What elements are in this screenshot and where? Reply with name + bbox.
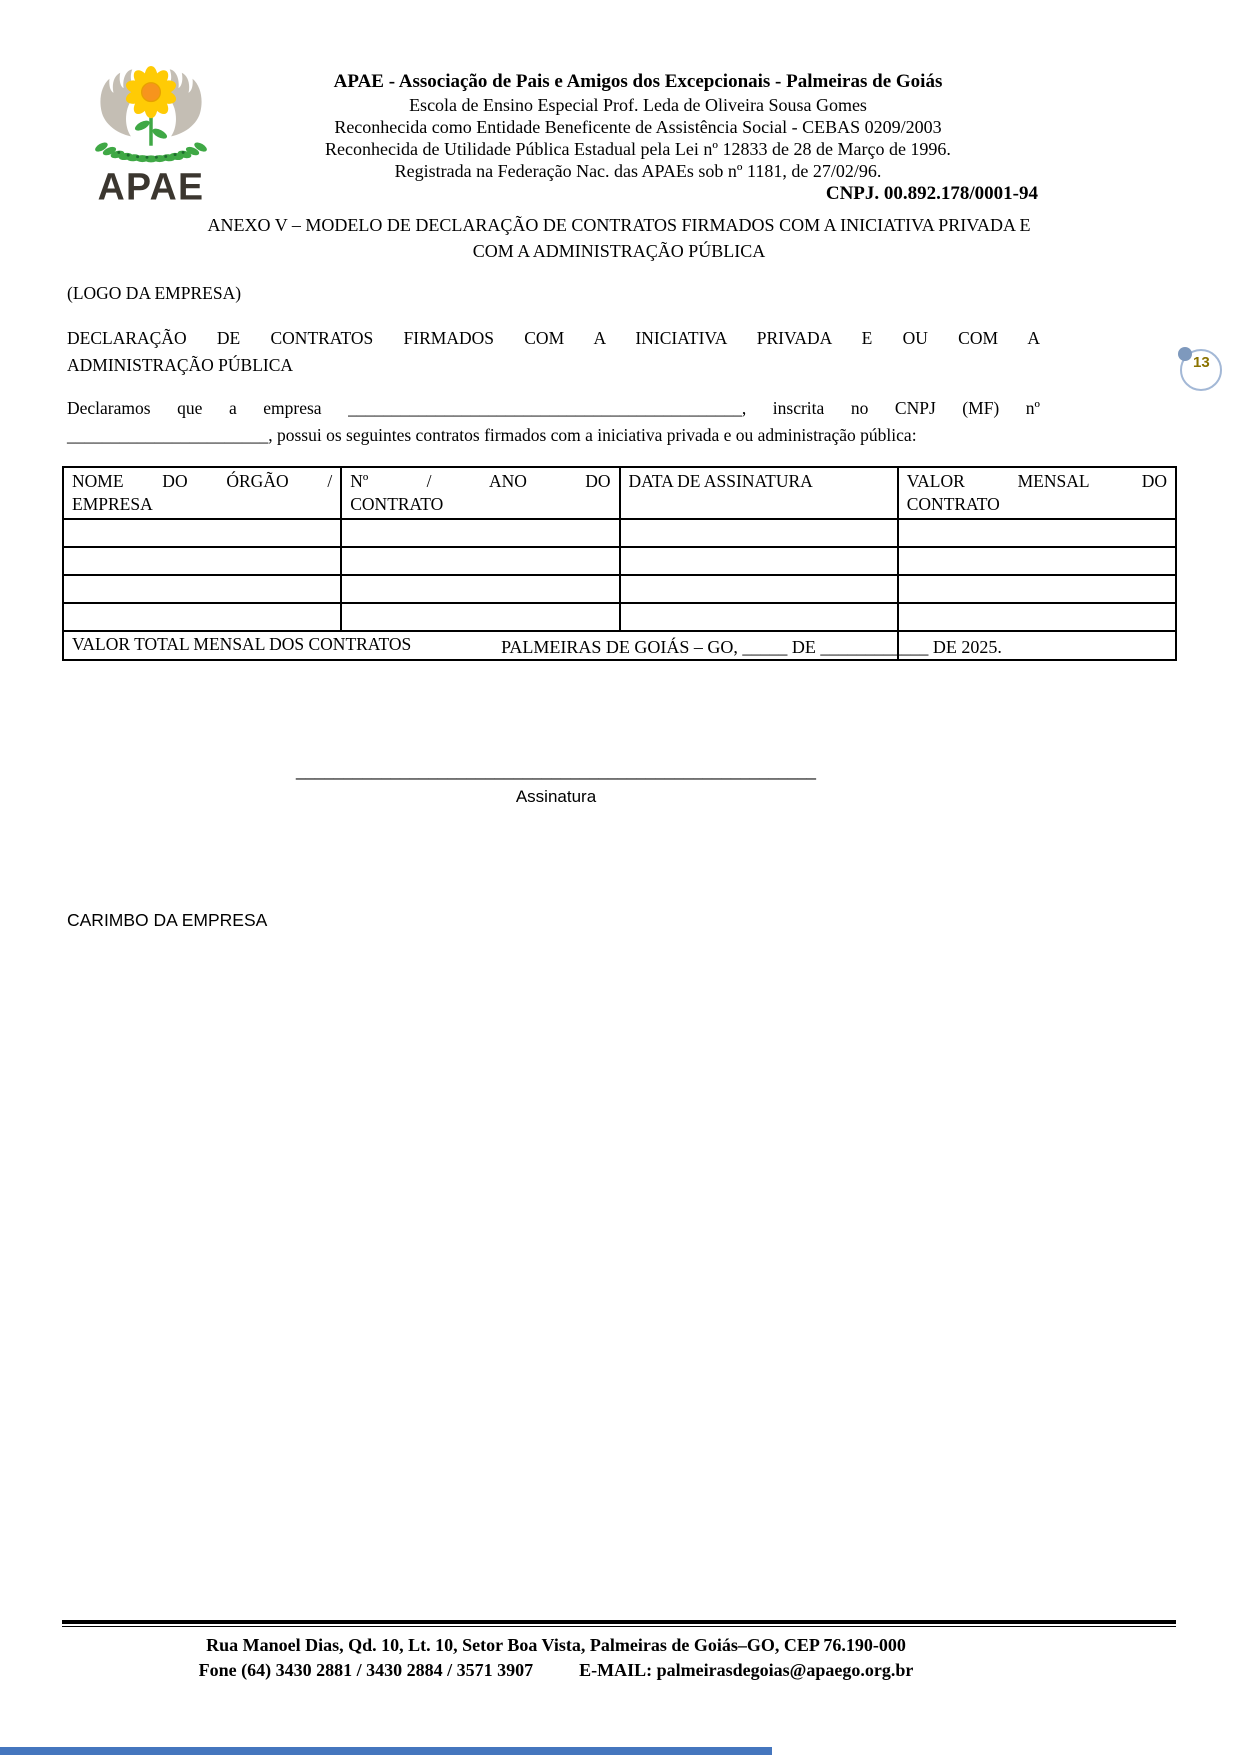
comment-badge-dot-icon [1178, 347, 1192, 361]
bottom-accent-line [0, 1747, 772, 1755]
table-row [63, 519, 1176, 547]
table-cell [63, 547, 341, 575]
footer-phone: Fone (64) 3430 2881 / 3430 2884 / 3571 3907 [198, 1660, 534, 1680]
footer-email: E-MAIL: palmeirasdegoias@apaego.org.br [579, 1660, 914, 1680]
table-cell [63, 519, 341, 547]
table-row [63, 575, 1176, 603]
annex-title [62, 212, 1176, 264]
footer [62, 1633, 1050, 1683]
org-federation-line: Registrada na Federação Nac. das APAEs sob nº 1181, de 27/02/96. [394, 161, 882, 181]
col-header-text: VALOR MENSAL DO [906, 471, 1167, 491]
table-row [63, 547, 1176, 575]
footer-divider [62, 1620, 1176, 1627]
table-cell [341, 547, 619, 575]
org-cebas-line: Reconhecida como Entidade Beneficente de Assistência Social - CEBAS 0209/2003 [334, 117, 942, 137]
stamp-label: CARIMBO DA EMPRESA [67, 910, 268, 930]
table-cell [620, 519, 898, 547]
table-cell [63, 575, 341, 603]
table-cell [620, 603, 898, 631]
org-school-line: Escola de Ensino Especial Prof. Leda de Oliveira Sousa Gomes [409, 95, 867, 115]
col-header-orgao-empresa [63, 467, 341, 519]
table-cell [898, 547, 1176, 575]
table-cell [620, 575, 898, 603]
declaration-heading-line1: DECLARAÇÃO DE CONTRATOS FIRMADOS COM A INICIATIVA PRIVADA E OU COM A [67, 328, 1040, 348]
col-header-text: DATA DE ASSINATURA [628, 471, 813, 491]
table-header-row [63, 467, 1176, 519]
annex-title-line2: COM A ADMINISTRAÇÃO PÚBLICA [472, 241, 766, 261]
table-cell [341, 575, 619, 603]
table-cell [341, 519, 619, 547]
contracts-table [62, 466, 1177, 661]
org-cnpj: CNPJ. 00.892.178/0001-94 [825, 183, 1038, 204]
declaration-paragraph [67, 395, 1040, 449]
footer-contact-line [62, 1658, 1050, 1683]
table-row [63, 603, 1176, 631]
total-label: VALOR TOTAL MENSAL DOS CONTRATOS [63, 631, 898, 660]
table-cell [898, 603, 1176, 631]
annex-title-line1: ANEXO V – MODELO DE DECLARAÇÃO DE CONTRATOS FIRMADOS COM A INICIATIVA PRIVADA E [207, 215, 1031, 235]
org-name: APAE - Associação de Pais e Amigos dos Excepcionais - Palmeiras de Goiás [333, 71, 943, 92]
declaration-paragraph-line1: Declaramos que a empresa _____________________________________________, inscrita no CNPJ (MF) nº [67, 398, 1040, 418]
table-cell [63, 603, 341, 631]
org-header [238, 70, 1038, 205]
apae-logo [84, 62, 218, 208]
footer-address: Rua Manoel Dias, Qd. 10, Lt. 10, Setor Boa Vista, Palmeiras de Goiás–GO, CEP 76.190-000 [206, 1635, 906, 1655]
table-cell [341, 603, 619, 631]
declaration-paragraph-line2: _______________________, possui os seguintes contratos firmados com a iniciativa privada e ou administração pública: [67, 425, 917, 445]
col-header-text: CONTRATO [350, 494, 444, 514]
apae-logo-icon [84, 62, 218, 208]
col-header-text: Nº / ANO DO [350, 471, 611, 491]
col-header-valor-mensal [898, 467, 1176, 519]
signature-line: _______________________________________________________ [295, 761, 816, 780]
comment-badge[interactable] [1180, 349, 1222, 391]
company-logo-placeholder: (LOGO DA EMPRESA) [67, 283, 242, 303]
apae-logo-text: APAE [97, 165, 205, 208]
col-header-numero-ano [341, 467, 619, 519]
col-header-text: EMPRESA [72, 494, 153, 514]
dateline: PALMEIRAS DE GOIÁS – GO, _____ DE ____________ DE 2025. [501, 637, 1002, 657]
declaration-heading-line2: ADMINISTRAÇÃO PÚBLICA [67, 355, 294, 375]
org-law-line: Reconhecida de Utilidade Pública Estadual pela Lei nº 12833 de 28 de Março de 1996. [325, 139, 951, 159]
col-header-data-assinatura [620, 467, 898, 519]
table-cell [898, 575, 1176, 603]
col-header-text: CONTRATO [906, 494, 1000, 514]
comment-count: 13 [1193, 354, 1210, 371]
col-header-text: NOME DO ÓRGÃO / [72, 471, 333, 491]
declaration-heading [67, 325, 1040, 379]
signature-block [62, 758, 1050, 810]
signature-label: Assinatura [515, 787, 597, 806]
table-cell [620, 547, 898, 575]
table-cell [898, 519, 1176, 547]
